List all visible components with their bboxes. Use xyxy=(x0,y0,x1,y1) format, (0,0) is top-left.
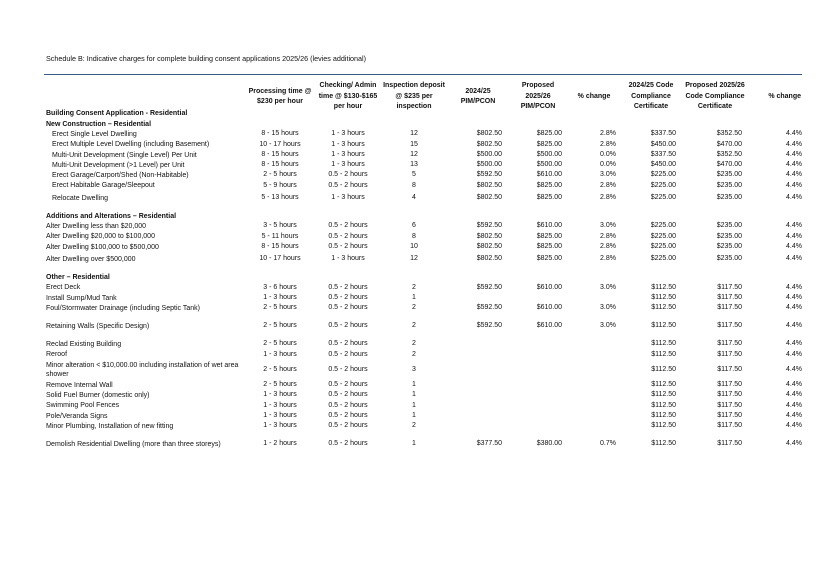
cell-name: Alter Dwelling over $500,000 xyxy=(46,255,136,263)
cell-ccc25: $117.50 xyxy=(717,401,742,409)
cell-pim25: $610.00 xyxy=(536,171,562,179)
cell-proc: 5 - 11 hours xyxy=(261,232,299,240)
cell-ccc25: $470.00 xyxy=(716,140,742,148)
cell-pim24: $592.50 xyxy=(476,171,502,179)
cell-check: 1 - 3 hours xyxy=(331,150,365,158)
cell-name: Alter Dwelling $20,000 to $100,000 xyxy=(46,233,155,241)
cell-proc: 10 - 17 hours xyxy=(259,255,301,263)
cell-pimpct xyxy=(568,411,620,421)
schedule-title: Schedule B: Indicative charges for complete building consent applications 2025/26 (levies additional) xyxy=(46,54,367,63)
cell-check: 1 - 3 hours xyxy=(331,130,365,138)
cell-pimpct: 2.8% xyxy=(600,130,616,138)
cell-ccc24: $225.00 xyxy=(650,232,676,240)
cell-cccpct: 4.4% xyxy=(786,130,802,138)
cell-pim24: $802.50 xyxy=(476,232,502,240)
section-heading: Additions and Alterations – Residential xyxy=(46,212,177,220)
cell-pim25 xyxy=(508,380,568,390)
cell-ccc24: $112.50 xyxy=(651,340,676,348)
cell-pim24: $802.50 xyxy=(476,130,502,138)
cell-ccc24: $337.50 xyxy=(650,150,676,158)
cell-cccpct: 4.4% xyxy=(786,255,802,263)
cell-check: 1 - 3 hours xyxy=(331,161,365,169)
cell-pim25 xyxy=(508,293,568,303)
cell-name: Alter Dwelling less than $20,000 xyxy=(46,223,147,231)
cell-check: 0.5 - 2 hours xyxy=(328,242,368,250)
cell-check: 0.5 - 2 hours xyxy=(328,401,368,409)
cell-ccc25: $117.50 xyxy=(717,322,742,330)
cell-ccc25: $235.00 xyxy=(716,171,742,179)
cell-insp: 6 xyxy=(412,222,416,230)
cell-pim25: $610.00 xyxy=(536,322,562,330)
cell-name: Remove Internal Wall xyxy=(46,381,113,389)
cell-insp: 8 xyxy=(412,232,416,240)
cell-cccpct: 4.4% xyxy=(786,222,802,230)
cell-check: 1 - 3 hours xyxy=(331,193,365,201)
table-row xyxy=(44,421,802,431)
cell-pim25: $610.00 xyxy=(536,283,562,291)
cell-insp: 13 xyxy=(410,161,418,169)
cell-ccc25: $117.50 xyxy=(717,304,742,312)
cell-pim24 xyxy=(448,401,508,411)
cell-check: 1 - 3 hours xyxy=(331,255,365,263)
cell-proc: 2 - 5 hours xyxy=(263,322,297,330)
cell-cccpct: 4.4% xyxy=(786,232,802,240)
cell-pimpct: 0.0% xyxy=(600,150,616,158)
cell-insp: 2 xyxy=(412,340,416,348)
cell-proc: 8 - 15 hours xyxy=(261,242,299,250)
cell-name: Multi-Unit Development (Single Level) Per Unit xyxy=(52,151,197,159)
cell-pimpct: 0.7% xyxy=(600,440,616,448)
table-row xyxy=(44,390,802,400)
cell-proc: 2 - 5 hours xyxy=(263,365,297,373)
cell-pim25 xyxy=(508,421,568,431)
cell-name: Erect Habitable Garage/Sleepout xyxy=(52,182,155,190)
cell-insp: 2 xyxy=(412,304,416,312)
cell-cccpct: 4.4% xyxy=(786,391,802,399)
section-heading-row xyxy=(44,272,802,282)
cell-ccc24: $337.50 xyxy=(650,130,676,138)
cell-pim25: $825.00 xyxy=(536,140,562,148)
table-row xyxy=(44,380,802,390)
header-row xyxy=(44,75,802,120)
cell-ccc25: $352.50 xyxy=(716,150,742,158)
cell-check: 0.5 - 2 hours xyxy=(328,340,368,348)
cell-pimpct xyxy=(568,293,620,303)
cell-name: Swimming Pool Fences xyxy=(46,402,120,410)
cell-proc: 1 - 3 hours xyxy=(263,293,297,301)
cell-proc: 1 - 3 hours xyxy=(263,411,297,419)
cell-ccc24: $450.00 xyxy=(650,140,676,148)
table-row xyxy=(44,293,802,303)
cell-cccpct: 4.4% xyxy=(786,350,802,358)
cell-check: 0.5 - 2 hours xyxy=(328,365,368,373)
header-pim-change: % change xyxy=(568,75,620,120)
cell-ccc25: $117.50 xyxy=(717,440,742,448)
cell-pim25: $825.00 xyxy=(536,181,562,189)
cell-pimpct: 2.8% xyxy=(600,242,616,250)
table-row xyxy=(44,129,802,139)
cell-pimpct xyxy=(568,350,620,360)
cell-ccc24: $112.50 xyxy=(651,401,676,409)
cell-insp: 2 xyxy=(412,350,416,358)
cell-insp: 1 xyxy=(412,440,416,448)
cell-name: Retaining Walls (Specific Design) xyxy=(46,322,150,330)
cell-name: Erect Garage/Carport/Shed (Non-Habitable) xyxy=(52,172,189,180)
cell-cccpct: 4.4% xyxy=(786,381,802,389)
cell-pimpct: 2.8% xyxy=(600,193,616,201)
table-row xyxy=(44,160,802,170)
cell-check: 0.5 - 2 hours xyxy=(328,171,368,179)
cell-check: 0.5 - 2 hours xyxy=(328,322,368,330)
cell-name: Erect Single Level Dwelling xyxy=(52,130,137,138)
cell-ccc24: $112.50 xyxy=(651,365,676,373)
cell-ccc24: $112.50 xyxy=(651,391,676,399)
cell-name: Reroof xyxy=(46,351,68,359)
table-row xyxy=(44,319,802,333)
table-row xyxy=(44,252,802,266)
cell-name: Erect Deck xyxy=(46,284,81,292)
cell-pim24: $802.50 xyxy=(476,193,502,201)
cell-ccc25: $235.00 xyxy=(716,222,742,230)
cell-check: 0.5 - 2 hours xyxy=(328,222,368,230)
cell-ccc24: $450.00 xyxy=(650,161,676,169)
cell-pim25: $500.00 xyxy=(536,150,562,158)
table-row xyxy=(44,401,802,411)
cell-insp: 2 xyxy=(412,322,416,330)
cell-check: 0.5 - 2 hours xyxy=(328,422,368,430)
cell-proc: 2 - 5 hours xyxy=(263,381,297,389)
cell-pim25: $610.00 xyxy=(536,222,562,230)
cell-ccc24: $225.00 xyxy=(650,193,676,201)
table-row xyxy=(44,411,802,421)
cell-proc: 3 - 6 hours xyxy=(263,283,297,291)
cell-pim24: $500.00 xyxy=(476,161,502,169)
cell-proc: 8 - 15 hours xyxy=(261,161,299,169)
cell-pimpct: 3.0% xyxy=(600,322,616,330)
cell-pimpct xyxy=(568,421,620,431)
cell-pim24 xyxy=(448,380,508,390)
table-row xyxy=(44,191,802,205)
cell-cccpct: 4.4% xyxy=(786,422,802,430)
cell-cccpct: 4.4% xyxy=(786,304,802,312)
header-pim-2025: Proposed 2025/26 PIM/PCON xyxy=(508,75,568,120)
cell-pim25: $825.00 xyxy=(536,193,562,201)
cell-pimpct: 2.8% xyxy=(600,140,616,148)
cell-ccc24: $112.50 xyxy=(651,304,676,312)
cell-check: 0.5 - 2 hours xyxy=(328,440,368,448)
cell-ccc25: $352.50 xyxy=(716,130,742,138)
cell-proc: 1 - 3 hours xyxy=(263,350,297,358)
cell-name: Install Sump/Mud Tank xyxy=(46,294,117,302)
cell-cccpct: 4.4% xyxy=(786,365,802,373)
cell-proc: 2 - 5 hours xyxy=(263,171,297,179)
cell-check: 0.5 - 2 hours xyxy=(328,232,368,240)
cell-pimpct: 2.8% xyxy=(600,232,616,240)
cell-pim24: $500.00 xyxy=(476,150,502,158)
cell-name: Foul/Stormwater Drainage (including Septic Tank) xyxy=(46,304,200,312)
cell-ccc24: $112.50 xyxy=(651,293,676,301)
header-ccc-change: % change xyxy=(748,75,802,120)
cell-ccc25: $117.50 xyxy=(717,283,742,291)
cell-pim24: $802.50 xyxy=(476,181,502,189)
cell-ccc24: $112.50 xyxy=(651,440,676,448)
cell-pim25: $380.00 xyxy=(536,440,562,448)
header-category: Building Consent Application - Residential xyxy=(44,75,244,120)
cell-pimpct xyxy=(568,380,620,390)
cell-pim24 xyxy=(448,350,508,360)
header-inspection-deposit: Inspection deposit @ $235 per inspection xyxy=(380,75,448,120)
cell-pimpct: 3.0% xyxy=(600,304,616,312)
cell-ccc24: $225.00 xyxy=(650,171,676,179)
header-ccc-2025: Proposed 2025/26 Code Compliance Certificate xyxy=(682,75,748,120)
cell-pimpct: 3.0% xyxy=(600,222,616,230)
cell-pim24: $802.50 xyxy=(476,140,502,148)
table-row xyxy=(44,140,802,150)
cell-ccc25: $117.50 xyxy=(717,365,742,373)
table-row xyxy=(44,283,802,293)
cell-pim25 xyxy=(508,411,568,421)
cell-pim24: $377.50 xyxy=(476,440,502,448)
cell-ccc25: $235.00 xyxy=(716,242,742,250)
cell-name: Solid Fuel Burner (domestic only) xyxy=(46,391,150,399)
cell-cccpct: 4.4% xyxy=(786,140,802,148)
cell-ccc24: $112.50 xyxy=(651,322,676,330)
cell-check: 0.5 - 2 hours xyxy=(328,411,368,419)
cell-proc: 1 - 3 hours xyxy=(263,391,297,399)
header-processing-time: Processing time @ $230 per hour xyxy=(244,75,316,120)
cell-pim24 xyxy=(448,411,508,421)
cell-proc: 8 - 15 hours xyxy=(261,130,299,138)
cell-pim24 xyxy=(448,339,508,349)
cell-insp: 1 xyxy=(412,401,416,409)
cell-ccc25: $117.50 xyxy=(717,340,742,348)
table-row xyxy=(44,150,802,160)
cell-pim25: $825.00 xyxy=(536,130,562,138)
cell-ccc24: $225.00 xyxy=(650,255,676,263)
cell-pimpct xyxy=(568,390,620,400)
cell-ccc25: $117.50 xyxy=(717,381,742,389)
table-row xyxy=(44,339,802,349)
cell-pim25: $825.00 xyxy=(536,232,562,240)
cell-ccc25: $235.00 xyxy=(716,255,742,263)
cell-pimpct: 0.0% xyxy=(600,161,616,169)
cell-pim24: $592.50 xyxy=(476,283,502,291)
cell-pim24: $592.50 xyxy=(476,222,502,230)
cell-insp: 1 xyxy=(412,293,416,301)
cell-check: 0.5 - 2 hours xyxy=(328,391,368,399)
table-row xyxy=(44,221,802,231)
cell-insp: 1 xyxy=(412,381,416,389)
cell-check: 0.5 - 2 hours xyxy=(328,283,368,291)
cell-cccpct: 4.4% xyxy=(786,401,802,409)
fee-table xyxy=(44,74,802,452)
table-row xyxy=(44,438,802,452)
cell-proc: 5 - 9 hours xyxy=(263,181,297,189)
cell-ccc24: $112.50 xyxy=(651,422,676,430)
cell-pim24 xyxy=(448,390,508,400)
cell-cccpct: 4.4% xyxy=(786,193,802,201)
cell-ccc24: $225.00 xyxy=(650,242,676,250)
cell-check: 0.5 - 2 hours xyxy=(328,293,368,301)
cell-check: 1 - 3 hours xyxy=(331,140,365,148)
cell-proc: 3 - 5 hours xyxy=(263,222,297,230)
cell-ccc25: $117.50 xyxy=(717,422,742,430)
cell-cccpct: 4.4% xyxy=(786,411,802,419)
cell-pimpct xyxy=(568,360,620,380)
cell-insp: 1 xyxy=(412,391,416,399)
section-heading-row xyxy=(44,119,802,129)
cell-proc: 8 - 15 hours xyxy=(261,150,299,158)
cell-name: Demolish Residential Dwelling (more than three storeys) xyxy=(46,441,221,449)
cell-pim24: $592.50 xyxy=(476,304,502,312)
cell-check: 0.5 - 2 hours xyxy=(328,304,368,312)
cell-insp: 12 xyxy=(410,130,418,138)
section-heading-row xyxy=(44,211,802,221)
cell-name: Minor Plumbing, Installation of new fitting xyxy=(46,422,174,430)
table-row xyxy=(44,232,802,242)
table-body xyxy=(44,119,802,452)
cell-cccpct: 4.4% xyxy=(786,283,802,291)
cell-proc: 1 - 2 hours xyxy=(263,440,297,448)
section-heading: New Construction – Residential xyxy=(46,120,152,128)
table-row xyxy=(44,170,802,180)
cell-pim24: $802.50 xyxy=(476,255,502,263)
cell-pim25 xyxy=(508,339,568,349)
cell-cccpct: 4.4% xyxy=(786,340,802,348)
cell-name: Multi-Unit Development (>1 Level) per Unit xyxy=(52,161,185,169)
cell-ccc24: $112.50 xyxy=(651,350,676,358)
header-pim-2024: 2024/25 PIM/PCON xyxy=(448,75,508,120)
cell-ccc25: $117.50 xyxy=(717,350,742,358)
cell-pimpct: 2.8% xyxy=(600,255,616,263)
cell-pim24 xyxy=(448,421,508,431)
cell-cccpct: 4.4% xyxy=(786,150,802,158)
cell-pim25: $610.00 xyxy=(536,304,562,312)
cell-cccpct: 4.4% xyxy=(786,293,802,301)
cell-proc: 10 - 17 hours xyxy=(259,140,301,148)
cell-name: Alter Dwelling $100,000 to $500,000 xyxy=(46,243,159,251)
cell-ccc25: $235.00 xyxy=(716,181,742,189)
cell-ccc25: $235.00 xyxy=(716,232,742,240)
cell-pim24: $802.50 xyxy=(476,242,502,250)
cell-pim24 xyxy=(448,293,508,303)
cell-insp: 2 xyxy=(412,422,416,430)
cell-check: 0.5 - 2 hours xyxy=(328,181,368,189)
cell-insp: 12 xyxy=(410,255,418,263)
cell-check: 0.5 - 2 hours xyxy=(328,350,368,358)
table-row xyxy=(44,181,802,191)
cell-insp: 2 xyxy=(412,283,416,291)
cell-pimpct: 2.8% xyxy=(600,181,616,189)
cell-ccc25: $235.00 xyxy=(716,193,742,201)
cell-ccc25: $117.50 xyxy=(717,391,742,399)
cell-insp: 1 xyxy=(412,411,416,419)
cell-ccc24: $225.00 xyxy=(650,181,676,189)
section-heading: Other – Residential xyxy=(46,273,110,281)
header-ccc-2024: 2024/25 Code Compliance Certificate xyxy=(620,75,682,120)
cell-ccc24: $112.50 xyxy=(651,411,676,419)
cell-name: Pole/Veranda Signs xyxy=(46,412,108,420)
cell-cccpct: 4.4% xyxy=(786,181,802,189)
cell-pimpct: 3.0% xyxy=(600,283,616,291)
cell-insp: 8 xyxy=(412,181,416,189)
table-row xyxy=(44,303,802,313)
cell-proc: 2 - 5 hours xyxy=(263,340,297,348)
cell-cccpct: 4.4% xyxy=(786,242,802,250)
cell-ccc24: $112.50 xyxy=(651,283,676,291)
cell-insp: 10 xyxy=(410,242,418,250)
cell-proc: 2 - 5 hours xyxy=(263,304,297,312)
cell-cccpct: 4.4% xyxy=(786,161,802,169)
cell-pim25 xyxy=(508,360,568,380)
cell-proc: 1 - 3 hours xyxy=(263,422,297,430)
cell-ccc25: $117.50 xyxy=(717,411,742,419)
cell-cccpct: 4.4% xyxy=(786,440,802,448)
cell-ccc24: $112.50 xyxy=(651,381,676,389)
cell-proc: 5 - 13 hours xyxy=(261,193,299,201)
cell-ccc25: $117.50 xyxy=(717,293,742,301)
cell-pim25: $825.00 xyxy=(536,255,562,263)
header-checking-time: Checking/ Admin time @ $130-$165 per hour xyxy=(316,75,380,120)
table-row xyxy=(44,242,802,252)
cell-ccc25: $470.00 xyxy=(716,161,742,169)
cell-pim25: $825.00 xyxy=(536,242,562,250)
cell-name: Minor alteration < $10,000.00 including installation of wet area shower xyxy=(46,362,239,379)
cell-name: Reclad Existing Building xyxy=(46,341,122,349)
table-row xyxy=(44,350,802,360)
cell-pim25: $500.00 xyxy=(536,161,562,169)
cell-pim25 xyxy=(508,390,568,400)
table-row xyxy=(44,360,802,380)
cell-pim25 xyxy=(508,401,568,411)
cell-check: 0.5 - 2 hours xyxy=(328,381,368,389)
cell-insp: 12 xyxy=(410,150,418,158)
cell-pim24 xyxy=(448,360,508,380)
cell-cccpct: 4.4% xyxy=(786,171,802,179)
cell-cccpct: 4.4% xyxy=(786,322,802,330)
cell-insp: 15 xyxy=(410,140,418,148)
cell-insp: 3 xyxy=(412,365,416,373)
cell-pimpct xyxy=(568,339,620,349)
cell-pim25 xyxy=(508,350,568,360)
cell-ccc24: $225.00 xyxy=(650,222,676,230)
cell-proc: 1 - 3 hours xyxy=(263,401,297,409)
cell-pim24: $592.50 xyxy=(476,322,502,330)
cell-name: Erect Multiple Level Dwelling (including Basement) xyxy=(52,141,210,149)
cell-pimpct: 3.0% xyxy=(600,171,616,179)
cell-insp: 4 xyxy=(412,193,416,201)
cell-name: Relocate Dwelling xyxy=(52,194,109,202)
cell-insp: 5 xyxy=(412,171,416,179)
cell-pimpct xyxy=(568,401,620,411)
